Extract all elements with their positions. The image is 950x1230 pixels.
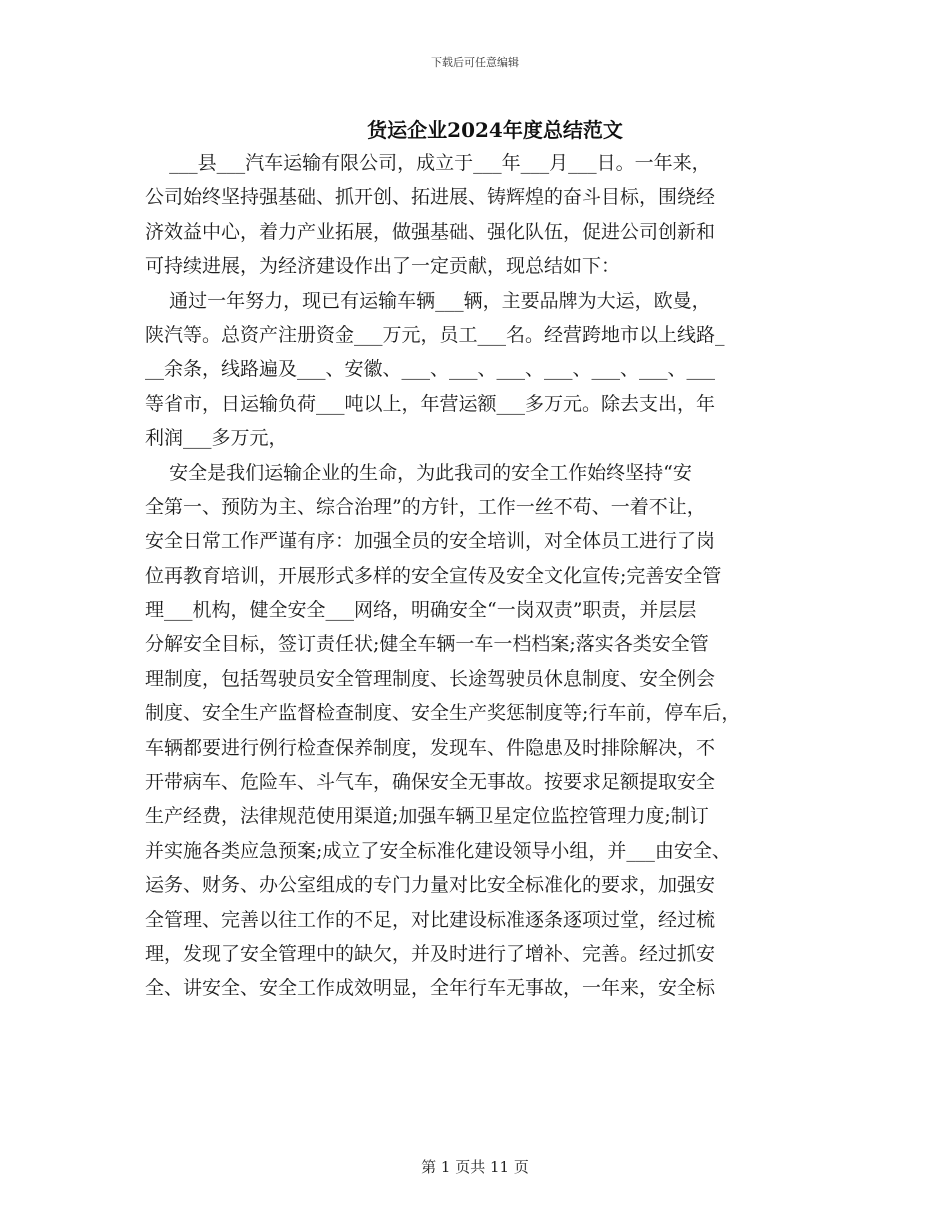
body-line: 生产经费，法律规范使用渠道;加强车辆卫星定位监控管理力度;制订 [145,805,709,828]
body-line: 分解安全目标，签订责任状;健全车辆一车一档档案;落实各类安全管 [145,633,709,656]
body-line: 位再教育培训，开展形式多样的安全宣传及安全文化宣传;完善安全管 [145,564,722,587]
body-line: 公司始终坚持强基础、抓开创、拓进展、铸辉煌的奋斗目标，围绕经 [145,186,716,209]
body-line: 全、讲安全、安全工作成效明显，全年行车无事故，一年来，安全标 [145,977,716,1000]
body-line: 可持续进展，为经济建设作出了一定贡献，现总结如下： [145,255,621,278]
body-line: 安全日常工作严谨有序：加强全员的安全培训，对全体员工进行了岗 [145,530,716,553]
body-line: 并实施各类应急预案;成立了安全标准化建设领导小组，并___由安全、 [145,839,731,862]
body-line: ___县___汽车运输有限公司，成立于___年___月___日。一年来， [145,152,711,174]
body-line: 全管理、完善以往工作的不足，对比建设标准逐条逐项过堂，经过梳 [145,908,716,931]
body-line: 全第一、预防为主、综合治理”的方针，工作一丝不苟、一着不让， [145,495,706,518]
header-note: 下载后可任意编辑 [431,56,519,69]
document-title: 货运企业2024年度总结范文 [367,118,623,142]
body-line: 陕汽等。总资产注册资金___万元，员工___名。经营跨地市以上线路_ [145,323,725,346]
body-line: 济效益中心，着力产业拓展，做强基础、强化队伍，促进公司创新和 [145,220,716,243]
body-line: 通过一年努力，现已有运输车辆___辆，主要品牌为大运，欧曼， [145,289,711,312]
body-line: 车辆都要进行例行检查保养制度，发现车、件隐患及时排除解决，不 [145,736,716,759]
body-line: 理___机构，健全安全___网络，明确安全“一岗双责”职责，并层层 [145,599,697,622]
body-line: 开带病车、危险车、斗气车，确保安全无事故。按要求足额提取安全 [145,771,716,794]
body-line: 安全是我们运输企业的生命，为此我司的安全工作始终坚持“安 [145,461,692,484]
document-body [145,146,809,1006]
page-footer: 第 1 页共 11 页 [421,1158,529,1176]
body-line: __余条，线路遍及___、安徽、___、___、___、___、___、___、___ [145,358,716,381]
body-line: 等省市，日运输负荷___吨以上，年营运额___多万元。除去支出，年 [145,392,716,415]
body-line: 理，发现了安全管理中的缺欠，并及时进行了增补、完善。经过抓安 [145,942,716,965]
body-line: 运务、财务、办公室组成的专门力量对比安全标准化的要求，加强安 [145,874,716,897]
body-line: 理制度，包括驾驶员安全管理制度、长途驾驶员休息制度、安全例会 [145,667,716,690]
body-line: 制度、安全生产监督检查制度、安全生产奖惩制度等;行车前，停车后， [145,702,741,725]
body-line: 利润___多万元， [145,427,288,450]
